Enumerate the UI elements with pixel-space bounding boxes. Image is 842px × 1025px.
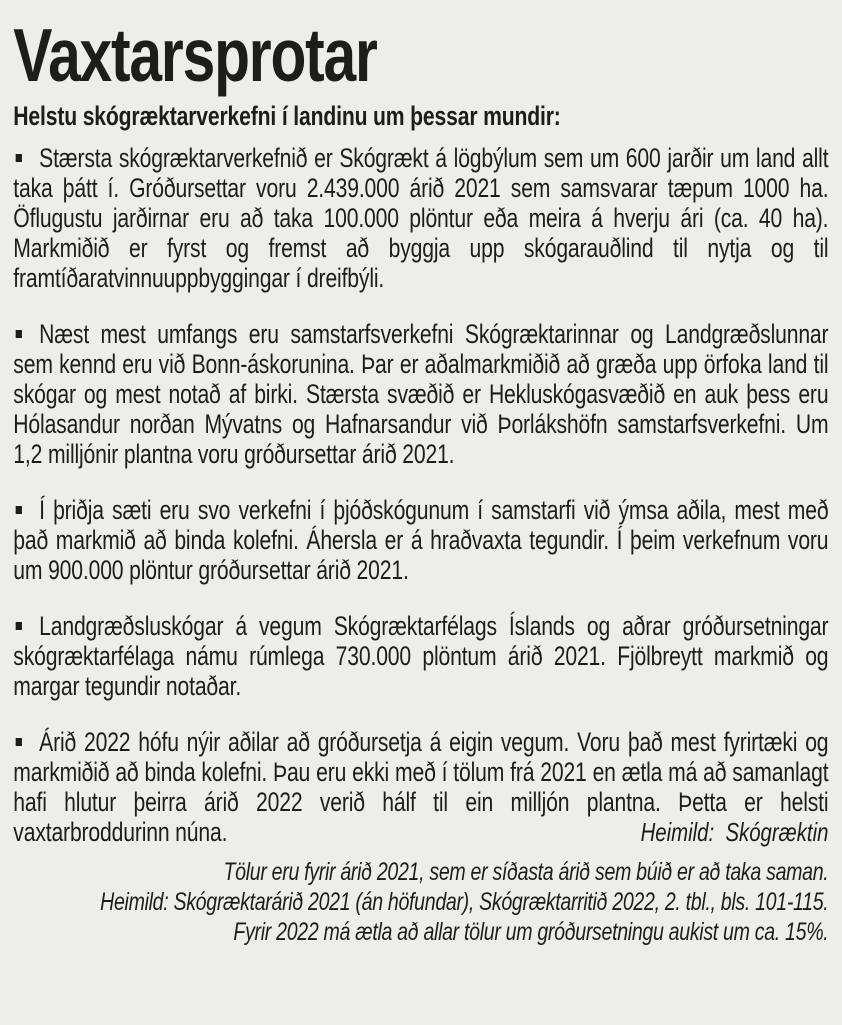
paragraph-text: Næst mest umfangs eru samstarfsverkefni Skógræktarinnar og Landgræðslunnar sem kennd eru við Bonn-áskorunina. Þar er aðalmarkmiðið að græða upp örfoka land til skógar og mest notað af birki. Stærsta svæðið er Hekluskógasvæðið en auk þess eru Hólasandur norðan Mývatns og Hafnarsandur við Þorlákshöfn samstarfsverkefni. Um 1,2 milljónir plantna voru gróðursettar árið 2021. bbox=[13, 319, 829, 469]
paragraph-text: Árið 2022 hófu nýir aðilar að gróðursetja á eigin vegum. Voru það mest fyrirtæki og markmiðið að binda kolefni. Þau eru ekki með í tölum frá 2021 en ætla má að samanlagt hafi hlutur þeirra árið 2022 verið hálf til ein milljón plantna. Þetta er helsti vaxtarbroddurinn núna. bbox=[13, 727, 829, 847]
footnote-line bbox=[13, 917, 828, 947]
paragraph-text: Í þriðja sæti eru svo verkefni í þjóðskógunum í samstarfi við ýmsa aðila, mest með það markmið að binda kolefni. Áhersla er á hraðvaxta tegundir. Í þeim verkefnum voru um 900.000 plöntur gróðursettar árið 2021. bbox=[13, 495, 829, 585]
footnote-block bbox=[13, 857, 828, 947]
footnote-text: Tölur eru fyrir árið 2021, sem er síðasta árið sem búið er að taka saman. bbox=[223, 858, 829, 886]
bullet-paragraph bbox=[13, 319, 828, 469]
footnote-line bbox=[13, 857, 828, 887]
bullet-paragraph bbox=[13, 611, 828, 701]
footnote-text: Fyrir 2022 má ætla að allar tölur um gróðursetningu aukist um ca. 15%. bbox=[233, 918, 829, 946]
source-credit: Heimild: Skógræktin bbox=[640, 817, 829, 847]
bullet-paragraph bbox=[13, 143, 828, 293]
paragraph-text: Stærsta skógræktarverkefnið er Skógrækt á lögbýlum sem um 600 jarðir um land allt taka þátt í. Gróðursettar voru 2.439.000 árið 2021 sem samsvarar tæpum 1000 ha. Öflugustu jarðirnar eru að taka 100.000 plöntur eða meira á hverju ári (ca. 40 ha). Markmiðið er fyrst og fremst að byggja upp skógarauðlind til nytja og til framtíðaratvinnuuppbyggingar í dreifbýli. bbox=[13, 143, 829, 293]
square-bullet-icon bbox=[16, 738, 22, 746]
footnote-text: Heimild: Skógræktarárið 2021 (án höfundar), Skógræktarritið 2022, 2. tbl., bls. 101-115. bbox=[100, 888, 829, 916]
footnote-line bbox=[13, 887, 828, 917]
bullet-paragraph bbox=[13, 495, 828, 585]
article-subtitle: Helstu skógræktarverkefni í landinu um þessar mundir: bbox=[13, 101, 561, 131]
square-bullet-icon bbox=[16, 622, 22, 630]
article-clipping bbox=[0, 13, 842, 947]
article-title: Vaxtarsprotar bbox=[13, 13, 377, 97]
paragraph-text: Landgræðsluskógar á vegum Skógræktarfélags Íslands og aðrar gróðursetningar skógræktarfélaga námu rúmlega 730.000 plöntum árið 2021. Fjölbreytt markmið og margar tegundir notaðar. bbox=[13, 611, 829, 701]
square-bullet-icon bbox=[16, 154, 22, 162]
square-bullet-icon bbox=[16, 506, 22, 514]
square-bullet-icon bbox=[16, 330, 22, 338]
